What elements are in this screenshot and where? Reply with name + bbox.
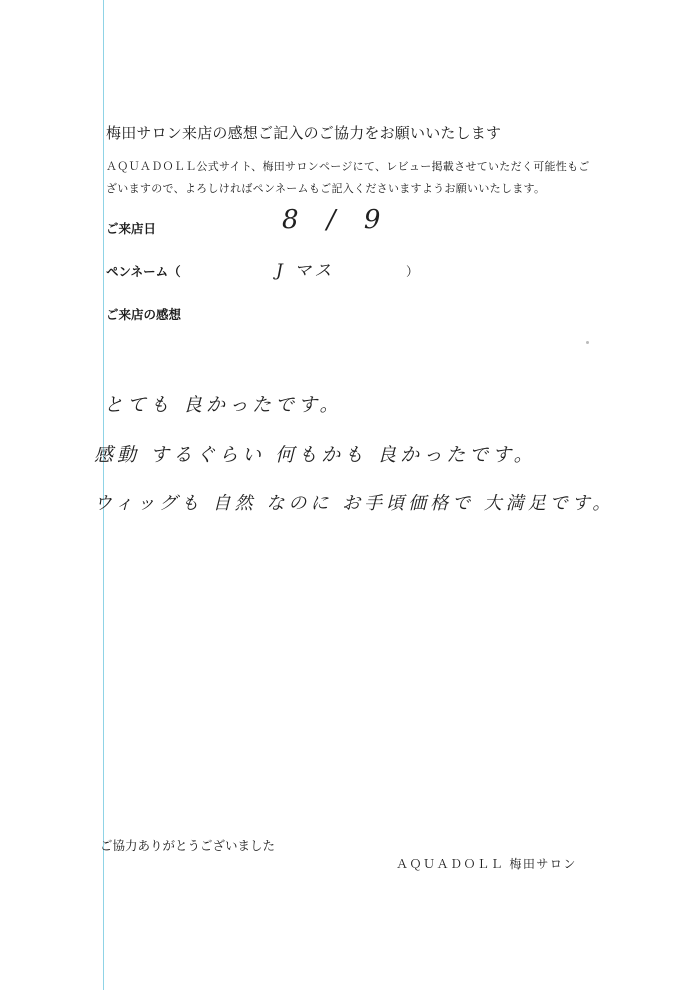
impression-label: ご来店の感想 [106, 307, 182, 322]
impression-line-3: ウィッグも 自然 なのに お手頃価格で 大満足です。 [94, 493, 615, 514]
impression-line-1: とても 良かったです。 [104, 394, 343, 416]
pen-name-value: J マス [276, 261, 335, 281]
footer-salon-name: ＡＱＵＡＤＯＬＬ 梅田サロン [396, 857, 577, 871]
form-lead-line-1: ＡＱＵＡＤＯＬＬ公式サイト、梅田サロンページにて、レビュー掲載させていただく可能性もご [106, 160, 590, 173]
visit-date-label: ご来店日 [106, 221, 157, 236]
form-lead-line-2: ざいますので、よろしければペンネームもご記入くださいますようお願いいたします。 [106, 182, 546, 195]
paper-speck [586, 341, 589, 344]
form-title: 梅田サロン来店の感想ご記入のご協力をお願いいたします [106, 124, 502, 142]
pen-name-label: ペンネーム（ [106, 264, 181, 279]
visit-date-value: 8 / 9 [282, 205, 391, 235]
impression-line-2: 感動 するぐらい 何もかも 良かったです。 [94, 444, 537, 466]
pen-name-close-paren: ） [406, 264, 419, 279]
footer-thanks: ご協力ありがとうございました [100, 838, 276, 853]
